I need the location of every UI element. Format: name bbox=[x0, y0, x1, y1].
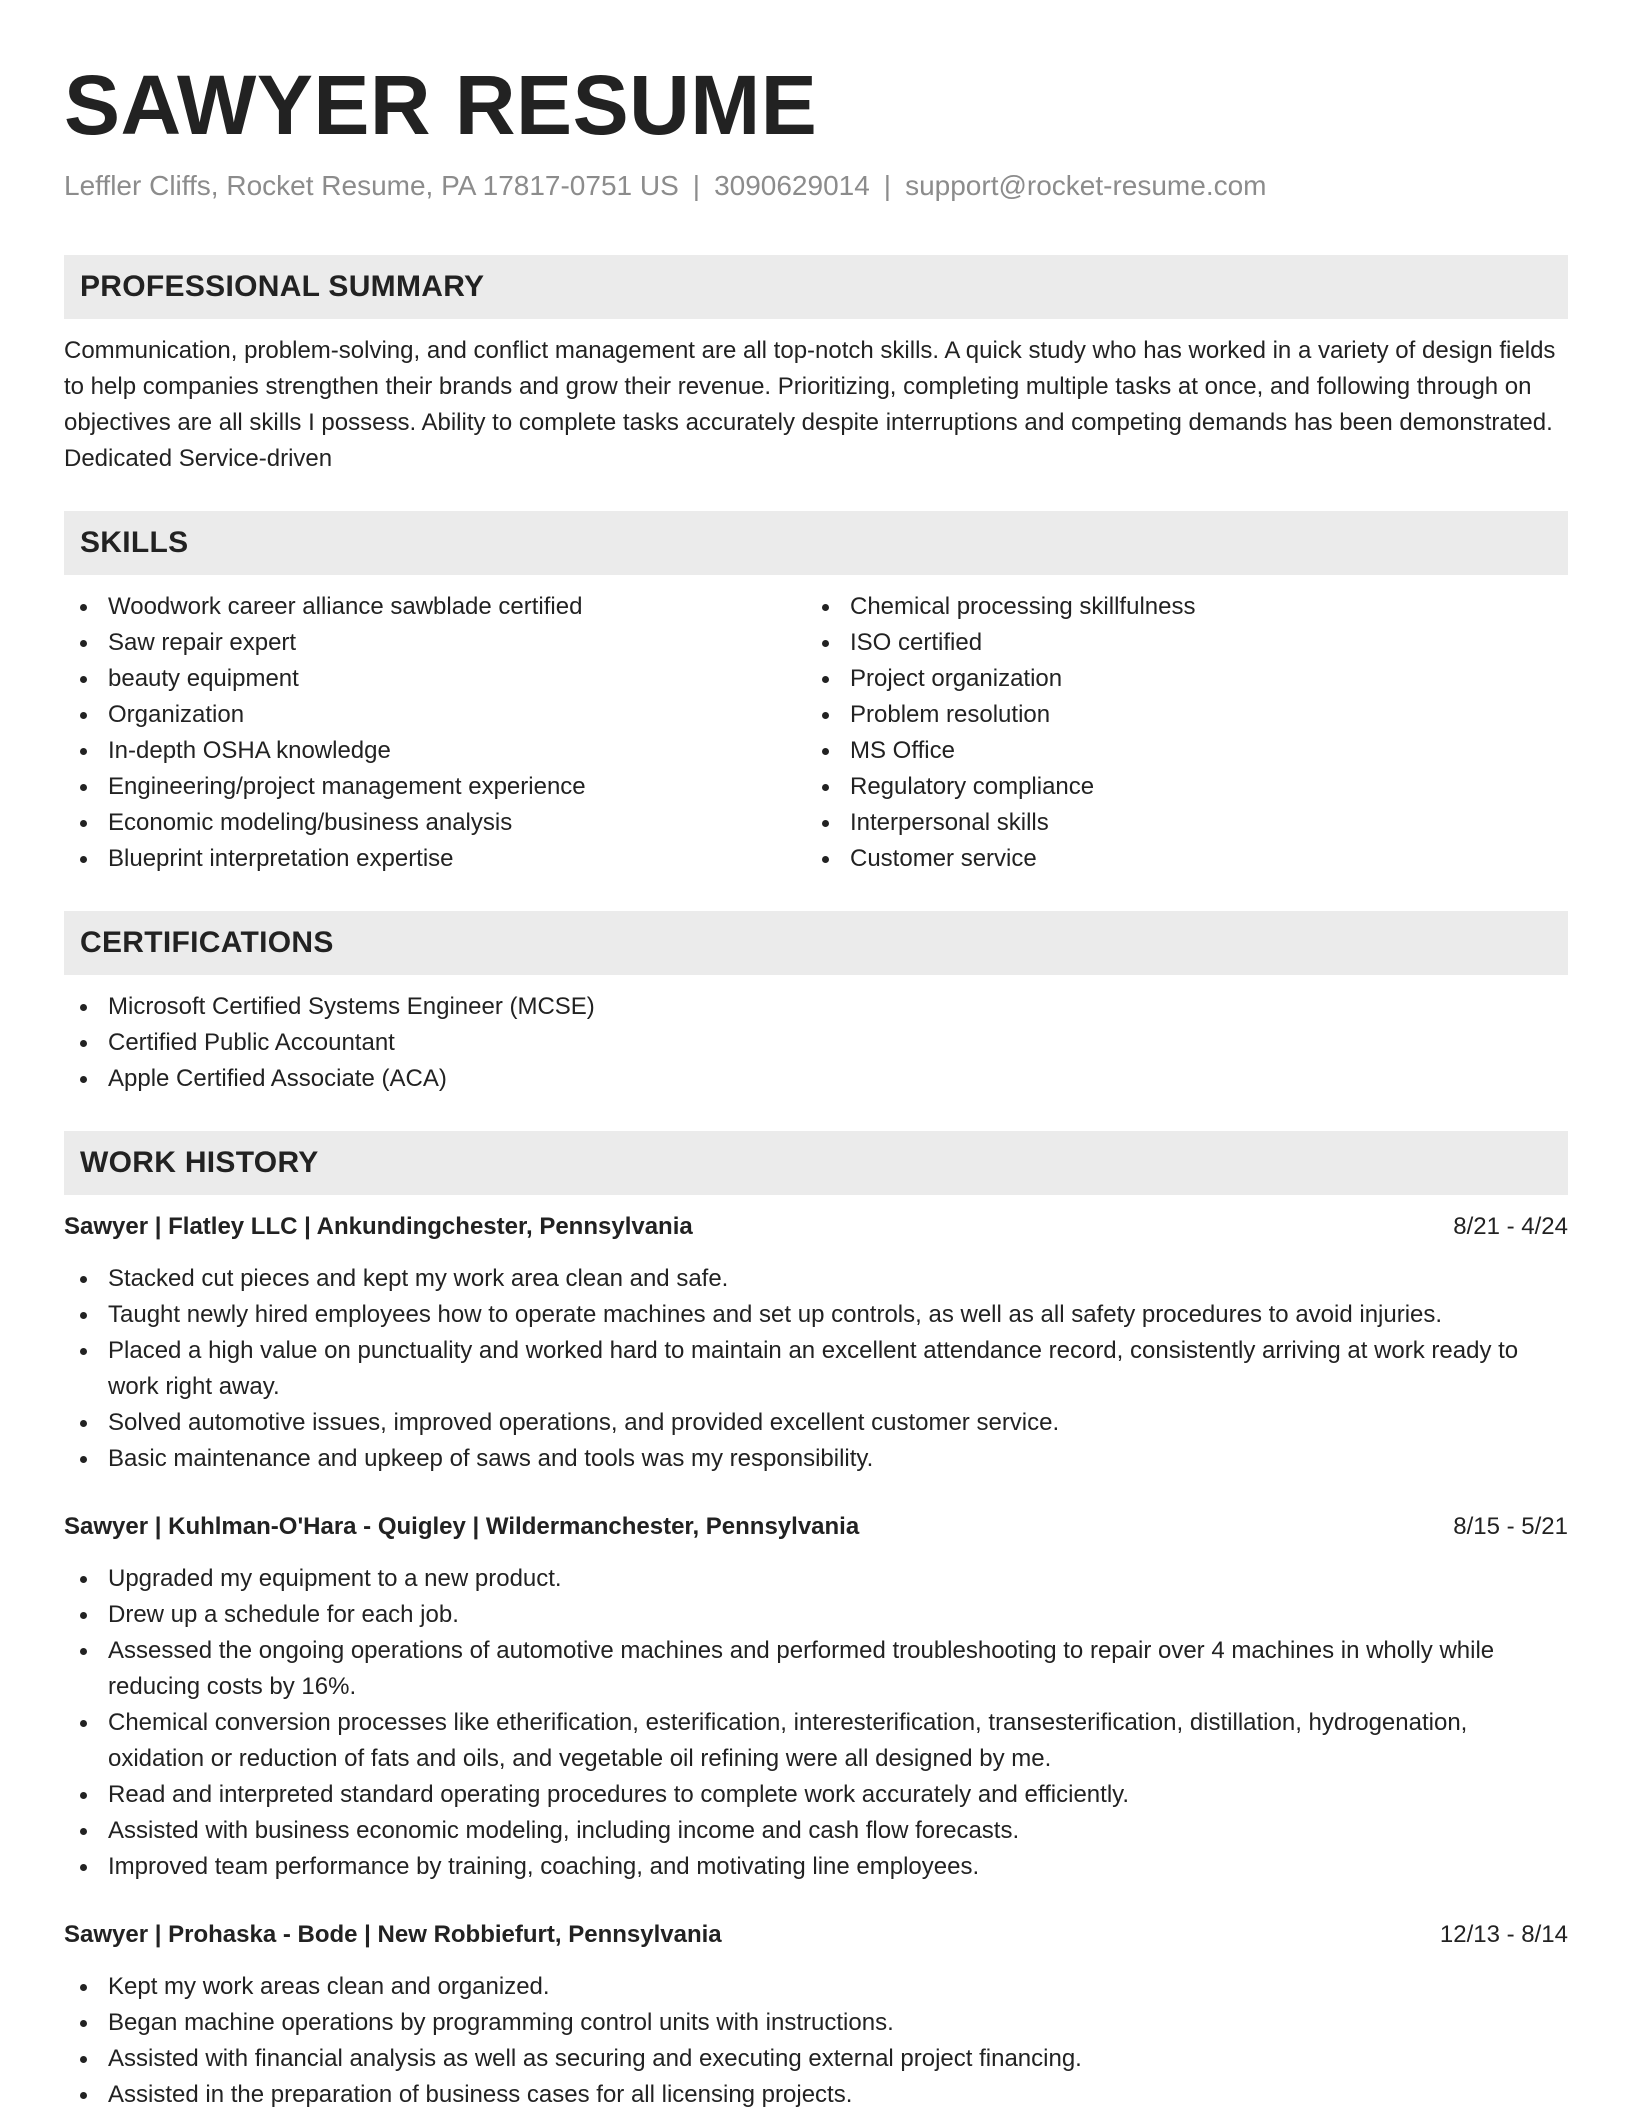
certification-item: Microsoft Certified Systems Engineer (MCSE) bbox=[64, 989, 1568, 1025]
skill-item: ISO certified bbox=[806, 625, 1548, 661]
skill-item: MS Office bbox=[806, 733, 1548, 769]
certification-item: Apple Certified Associate (ACA) bbox=[64, 1061, 1568, 1097]
skill-item: Woodwork career alliance sawblade certified bbox=[64, 589, 806, 625]
skills-left-list bbox=[64, 589, 806, 877]
skill-item: Problem resolution bbox=[806, 697, 1548, 733]
contact-line bbox=[64, 168, 1568, 204]
job-dates: 12/13 - 8/14 bbox=[1439, 1921, 1568, 1948]
skill-item: Economic modeling/business analysis bbox=[64, 805, 806, 841]
skill-item: beauty equipment bbox=[64, 661, 806, 697]
job-bullet: Solved automotive issues, improved operations, and provided excellent customer service. bbox=[64, 1405, 1568, 1441]
job-title: Sawyer | Prohaska - Bode | New Robbiefurt, Pennsylvania bbox=[64, 1921, 722, 1948]
job-bullet: Assisted with financial analysis as well as securing and executing external project financing. bbox=[64, 2041, 1568, 2077]
job-bullet: Assessed the ongoing operations of automotive machines and performed troubleshooting to repair over 4 machines in wholly while reducing costs by 16%. bbox=[64, 1633, 1568, 1705]
job-bullet: Stacked cut pieces and kept my work area clean and safe. bbox=[64, 1261, 1568, 1297]
resume-page bbox=[64, 0, 1568, 2113]
job-title: Sawyer | Flatley LLC | Ankundingchester, Pennsylvania bbox=[64, 1213, 693, 1240]
skill-item: Regulatory compliance bbox=[806, 769, 1548, 805]
job-bullet: Chemical conversion processes like etherification, esterification, interesterification, transesterification, distillation, hydrogenation, oxidation or reduction of fats and oils, and vegetable oil refining were all designed by me. bbox=[64, 1705, 1568, 1777]
contact-separator: | bbox=[692, 170, 701, 201]
job-bullet: Basic maintenance and upkeep of saws and tools was my responsibility. bbox=[64, 1441, 1568, 1477]
skill-item: Chemical processing skillfulness bbox=[806, 589, 1548, 625]
summary-text: Communication, problem-solving, and conflict management are all top-notch skills. A quick study who has worked in a variety of design fields to help companies strengthen their brands and grow their revenue. Prioritizing, completing multiple tasks at once, and following through on objectives are all skills I possess. Ability to complete tasks accurately despite interruptions and competing demands has been demonstrated. Dedicated Service-driven bbox=[64, 337, 1556, 472]
certifications-heading: CERTIFICATIONS bbox=[64, 911, 1568, 975]
contact-separator: | bbox=[883, 170, 892, 201]
skill-item: In-depth OSHA knowledge bbox=[64, 733, 806, 769]
job-entry bbox=[64, 1917, 1568, 2113]
summary-heading: PROFESSIONAL SUMMARY bbox=[64, 255, 1568, 319]
contact-address: Leffler Cliffs, Rocket Resume, PA 17817-0751 US bbox=[64, 170, 679, 201]
job-entry bbox=[64, 1509, 1568, 1885]
skill-item: Engineering/project management experience bbox=[64, 769, 806, 805]
skill-item: Project organization bbox=[806, 661, 1548, 697]
job-title: Sawyer | Kuhlman-O'Hara - Quigley | Wildermanchester, Pennsylvania bbox=[64, 1513, 860, 1540]
job-bullet: Placed a high value on punctuality and worked hard to maintain an excellent attendance record, consistently arriving at work ready to work right away. bbox=[64, 1333, 1568, 1405]
skill-item: Organization bbox=[64, 697, 806, 733]
job-dates: 8/15 - 5/21 bbox=[1453, 1513, 1568, 1540]
skills-grid bbox=[64, 589, 1568, 877]
skill-item: Blueprint interpretation expertise bbox=[64, 841, 806, 877]
skills-heading: SKILLS bbox=[64, 511, 1568, 575]
job-bullet: Upgraded my equipment to a new product. bbox=[64, 1561, 1568, 1597]
job-header bbox=[64, 1509, 1568, 1545]
job-bullet: Began machine operations by programming control units with instructions. bbox=[64, 2005, 1568, 2041]
job-bullet: Taught newly hired employees how to operate machines and set up controls, as well as all safety procedures to avoid injuries. bbox=[64, 1297, 1568, 1333]
work-history-heading: WORK HISTORY bbox=[64, 1131, 1568, 1195]
resume-name: SAWYER RESUME bbox=[64, 58, 818, 152]
job-bullets bbox=[64, 1561, 1568, 1885]
skill-item: Interpersonal skills bbox=[806, 805, 1548, 841]
job-bullet: Read and interpreted standard operating procedures to complete work accurately and efficiently. bbox=[64, 1777, 1568, 1813]
job-entry bbox=[64, 1209, 1568, 1477]
job-bullets bbox=[64, 1261, 1568, 1477]
job-bullet: Assisted in the preparation of business cases for all licensing projects. bbox=[64, 2077, 1568, 2113]
job-bullet: Improved team performance by training, coaching, and motivating line employees. bbox=[64, 1849, 1568, 1885]
job-dates: 8/21 - 4/24 bbox=[1453, 1213, 1568, 1240]
job-bullet: Drew up a schedule for each job. bbox=[64, 1597, 1568, 1633]
certification-item: Certified Public Accountant bbox=[64, 1025, 1568, 1061]
contact-email: support@rocket-resume.com bbox=[905, 170, 1267, 201]
job-bullet: Kept my work areas clean and organized. bbox=[64, 1969, 1568, 2005]
skills-right-list bbox=[806, 589, 1548, 877]
job-bullet: Assisted with business economic modeling, including income and cash flow forecasts. bbox=[64, 1813, 1568, 1849]
skill-item: Customer service bbox=[806, 841, 1548, 877]
certifications-list bbox=[64, 989, 1568, 1097]
job-bullets bbox=[64, 1969, 1568, 2113]
skill-item: Saw repair expert bbox=[64, 625, 806, 661]
contact-phone: 3090629014 bbox=[714, 170, 870, 201]
job-header bbox=[64, 1917, 1568, 1953]
job-header bbox=[64, 1209, 1568, 1245]
